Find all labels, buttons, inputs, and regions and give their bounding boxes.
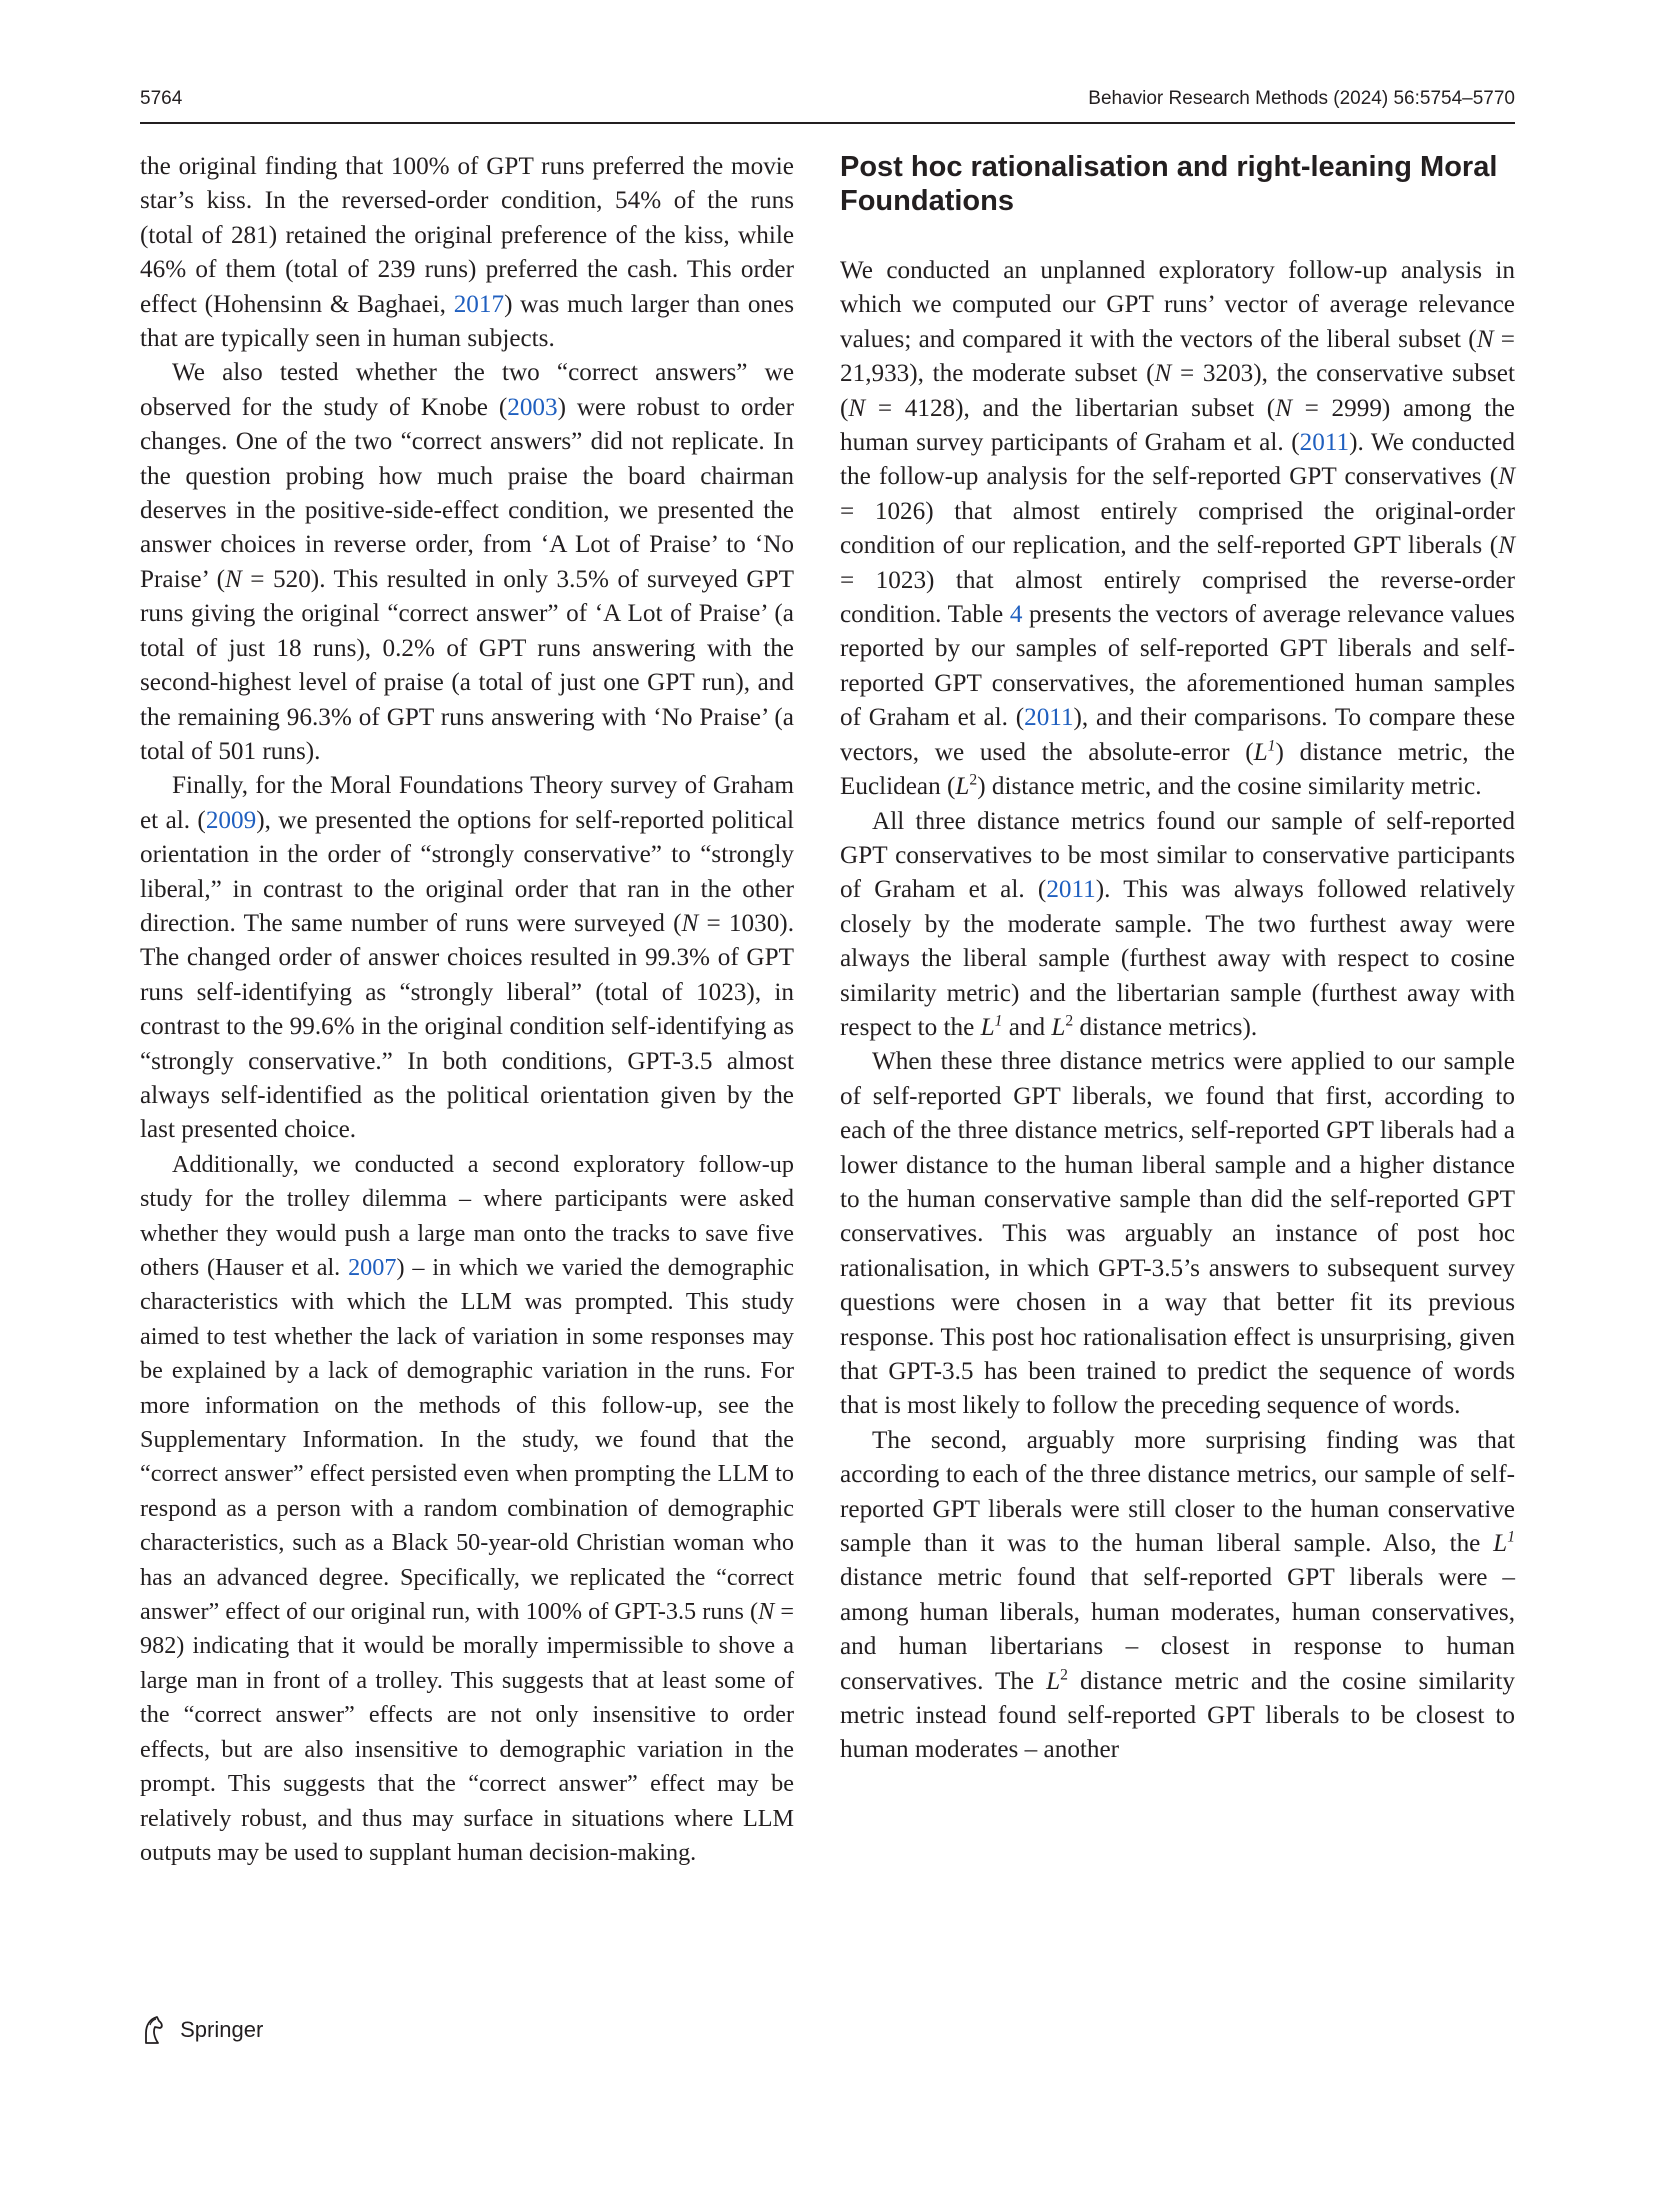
citation-link[interactable]: 2011	[1024, 704, 1074, 732]
paragraph: When these three distance metrics were applied to our sample of self-reported GPT liberals, we found that first, according to each of the three distance metrics, self-reported GPT liberals had a lower distance to the human liberal sample and a higher distance to the human conservative sample than did the self-reported GPT conservatives. This was arguably an instance of post hoc rationalisation, in which GPT-3.5’s answers to subsequent survey questions were chosen in a way that better fit its previous response. This post hoc rationalisation effect is unsurprising, given that GPT-3.5 has been trained to predict the sequence of words that is most likely to follow the preceding sequence of words.	[840, 1048, 1515, 1420]
paragraph: the original finding that 100% of GPT runs preferred the movie star’s kiss. In the reversed-order condition, 54% of the runs (total of 281) retained the original preference of the kiss, while 46% of them (total of 239 runs) preferred the cash. This order effect (Hohensinn & Baghaei, 2017) was much larger than ones that are typically seen in human subjects.	[140, 153, 794, 353]
section-heading: Post hoc rationalisation and right-leaning Moral Foundations	[840, 151, 1498, 217]
springer-horse-icon	[140, 2015, 166, 2045]
paragraph: We also tested whether the two “correct answers” we observed for the study of Knobe (2003) were robust to order changes. One of the two “correct answers” did not replicate. In the question probing how much praise the board chairman deserves in the positive-side-effect condition, we presented the answer choices in reverse order, from ‘A Lot of Praise’ to ‘No Praise’ (N = 520). This resulted in only 3.5% of surveyed GPT runs giving the original “correct answer” of ‘A Lot of Praise’ (a total of just 18 runs), 0.2% of GPT runs answering with the second-highest level of praise (a total of just one GPT run), and the remaining 96.3% of GPT runs answering with ‘No Praise’ (a total of 501 runs).	[140, 359, 794, 765]
citation-link[interactable]: 2003	[507, 393, 558, 421]
citation-link[interactable]: 2007	[348, 1254, 397, 1281]
paragraph: All three distance metrics found our sample of self-reported GPT conservatives to be most similar to conservative participants of Graham et al. (2011). This was always followed relatively closely by the moderate sample. The two furthest away were always the liberal sample (furthest away with respect to cosine similarity metric) and the libertarian sample (furthest away with respect to the $L^1$ and $L^2$ distance metrics).	[840, 807, 1515, 1041]
publisher-name: Springer	[180, 2017, 264, 2042]
paragraph: The second, arguably more surprising finding was that according to each of the three distance metrics, our sample of self-reported GPT liberals were still closer to the human conservative sample than it was to the human liberal sample. Also, the $L^1$ distance metric found that self-reported GPT liberals were – among human liberals, human moderates, human conservatives, and human libertarians – closest in response to human conservatives. The $L^2$ distance metric and the cosine similarity metric instead found self-reported GPT liberals to be closest to human moderates – another	[840, 1426, 1515, 1764]
page-number: 5764	[140, 88, 183, 109]
running-header	[140, 88, 1515, 124]
page-footer	[140, 2015, 263, 2055]
journal-citation: Behavior Research Methods (2024) 56:5754–5770	[1088, 88, 1515, 109]
right-column	[840, 150, 1515, 1768]
citation-link[interactable]: 2017	[453, 290, 505, 318]
paragraph: Additionally, we conducted a second exploratory follow-up study for the trolley dilemma – where participants were asked whether they would push a large man onto the tracks to save five others (Hauser et al. 2007) – in which we varied the demographic characteristics with which the LLM was prompted. This study aimed to test whether the lack of variation in some responses may be explained by a lack of demographic variation in the runs. For more information on the methods of this follow-up, see the Supplementary Information. In the study, we found that the “correct answer” effect persisted even when prompting the LLM to respond as a person with a random combination of demographic characteristics, such as a Black 50-year-old Christian woman who has an advanced degree. Specifically, we replicated the “correct answer” effect of our original run, with 100% of GPT-3.5 runs (N = 982) indicating that it would be morally impermissible to shove a large man in front of a trolley. This suggests that at least some of the “correct answer” effects are not only insensitive to order effects, but are also insensitive to demographic variation in the prompt. This suggests that the “correct answer” effect may be relatively robust, and thus may surface in situations where LLM outputs may be used to supplant human decision-making.	[140, 1150, 795, 1866]
citation-link[interactable]: 2009	[205, 806, 257, 834]
paragraph: We conducted an unplanned exploratory follow-up analysis in which we computed our GPT runs’ vector of average relevance values; and compared it with the vectors of the liberal subset (N = 21,933), the moderate subset (N = 3203), the conservative subset (N = 4128), and the libertarian subset (N = 2999) among the human survey participants of Graham et al. (2011). We conducted the follow-up analysis for the self-reported GPT conservatives (N = 1026) that almost entirely comprised the original-order condition of our replication, and the self-reported GPT liberals (N = 1023) that almost entirely comprised the reverse-order condition. Table 4 presents the vectors of average relevance values reported by our samples of self-reported GPT liberals and self-reported GPT conservatives, the aforementioned human samples of Graham et al. (2011), and their comparisons. To compare these vectors, we used the absolute-error $(L^1)$ distance metric, the Euclidean $(L^2)$ distance metric, and the cosine similarity metric.	[840, 257, 1515, 801]
citation-link[interactable]: 2011	[1299, 429, 1350, 457]
left-column	[140, 150, 794, 1870]
paragraph: Finally, for the Moral Foundations Theory survey of Graham et al. (2009), we presented the options for self-reported political orientation in the order of “strongly conservative” to “strongly liberal,” in contrast to the original order that ran in the other direction. The same number of runs were surveyed (N = 1030). The changed order of answer choices resulted in 99.3% of GPT runs self-identifying as “strongly liberal” (total of 1023), in contrast to the 99.6% in the original condition self-identifying as “strongly conservative.” In both conditions, GPT-3.5 almost always self-identified as the political orientation given by the last presented choice.	[140, 772, 795, 1144]
table-link[interactable]: 4	[1009, 601, 1023, 629]
citation-link[interactable]: 2011	[1046, 876, 1096, 904]
